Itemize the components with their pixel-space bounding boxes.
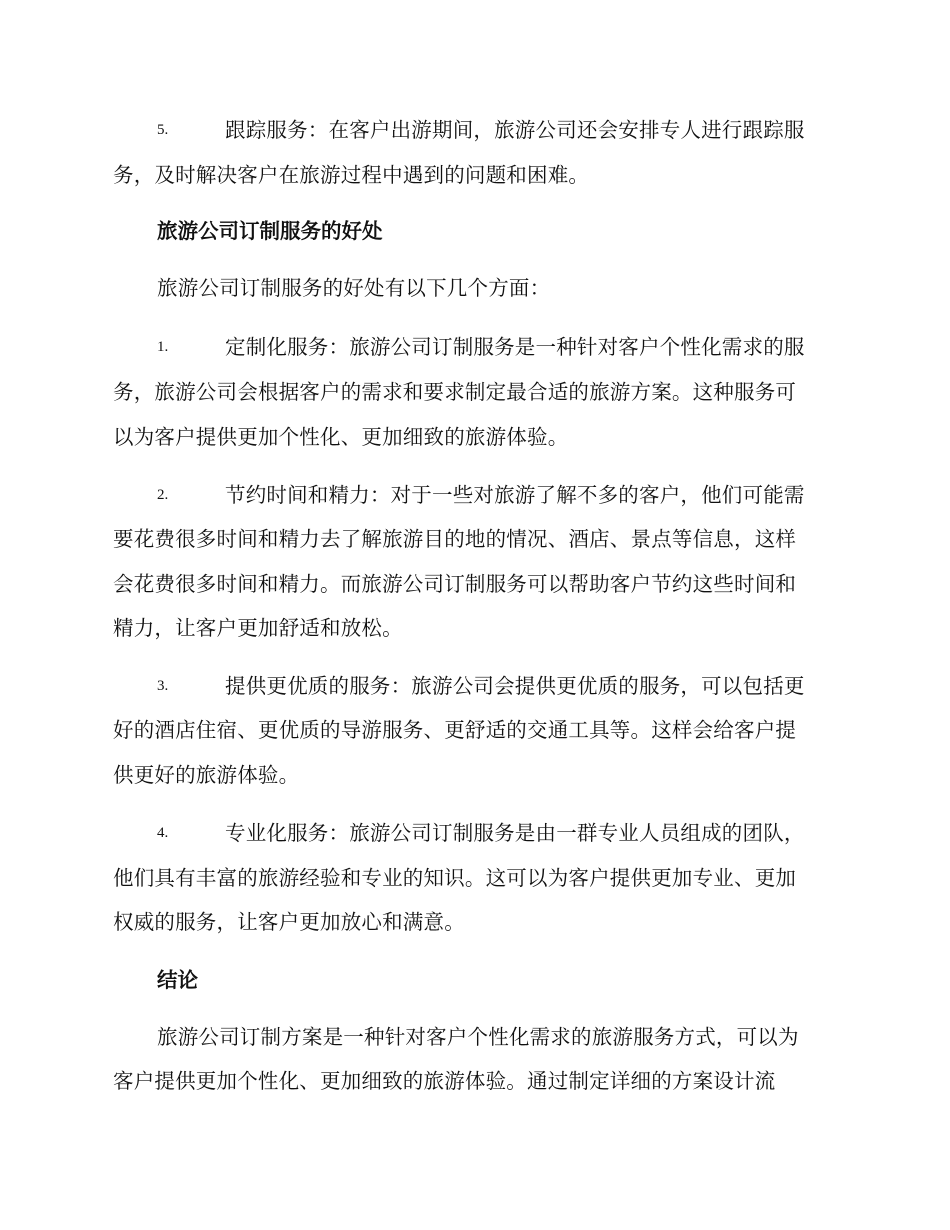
list-number-3: 3. [157,678,169,694]
benefit2-line1: 节约时间和精力：对于一些对旅游了解不多的客户，他们可能需 [225,483,805,507]
benefit3-line1: 提供更优质的服务：旅游公司会提供更优质的服务，可以包括更 [225,674,805,698]
benefit4-line1: 专业化服务：旅游公司订制服务是由一群专业人员组成的团队， [225,821,805,845]
item5-line1: 跟踪服务：在客户出游期间，旅游公司还会安排专人进行跟踪服 [225,118,805,142]
benefit1-line1: 定制化服务：旅游公司订制服务是一种针对客户个性化需求的服 [225,335,805,359]
benefit3-line2: 好的酒店住宿、更优质的导游服务、更舒适的交通工具等。这样会给客户提 [113,718,797,742]
benefit3-line3: 供更好的旅游体验。 [113,763,300,787]
conclusion-heading: 结论 [157,968,198,992]
benefits-intro: 旅游公司订制服务的好处有以下几个方面： [157,276,551,300]
item5-line2: 务，及时解决客户在旅游过程中遇到的问题和困难。 [113,163,590,187]
benefit4-line3: 权威的服务，让客户更加放心和满意。 [113,910,465,934]
benefit1-line2: 务，旅游公司会根据客户的需求和要求制定最合适的旅游方案。这种服务可 [113,380,797,404]
list-number-1: 1. [157,339,169,355]
benefit2-line3: 会花费很多时间和精力。而旅游公司订制服务可以帮助客户节约这些时间和 [113,572,797,596]
conclusion-line2: 客户提供更加个性化、更加细致的旅游体验。通过制定详细的方案设计流 [113,1069,776,1093]
benefits-heading: 旅游公司订制服务的好处 [157,219,383,243]
benefit1-line3: 以为客户提供更加个性化、更加细致的旅游体验。 [113,425,569,449]
list-number-2: 2. [157,487,169,503]
benefit2-line2: 要花费很多时间和精力去了解旅游目的地的情况、酒店、景点等信息，这样 [113,527,797,551]
benefit2-line4: 精力，让客户更加舒适和放松。 [113,616,403,640]
conclusion-line1: 旅游公司订制方案是一种针对客户个性化需求的旅游服务方式，可以为 [157,1025,799,1049]
list-number-4: 4. [157,825,169,841]
benefit4-line2: 他们具有丰富的旅游经验和专业的知识。这可以为客户提供更加专业、更加 [113,866,797,890]
list-number-5: 5. [157,122,169,138]
